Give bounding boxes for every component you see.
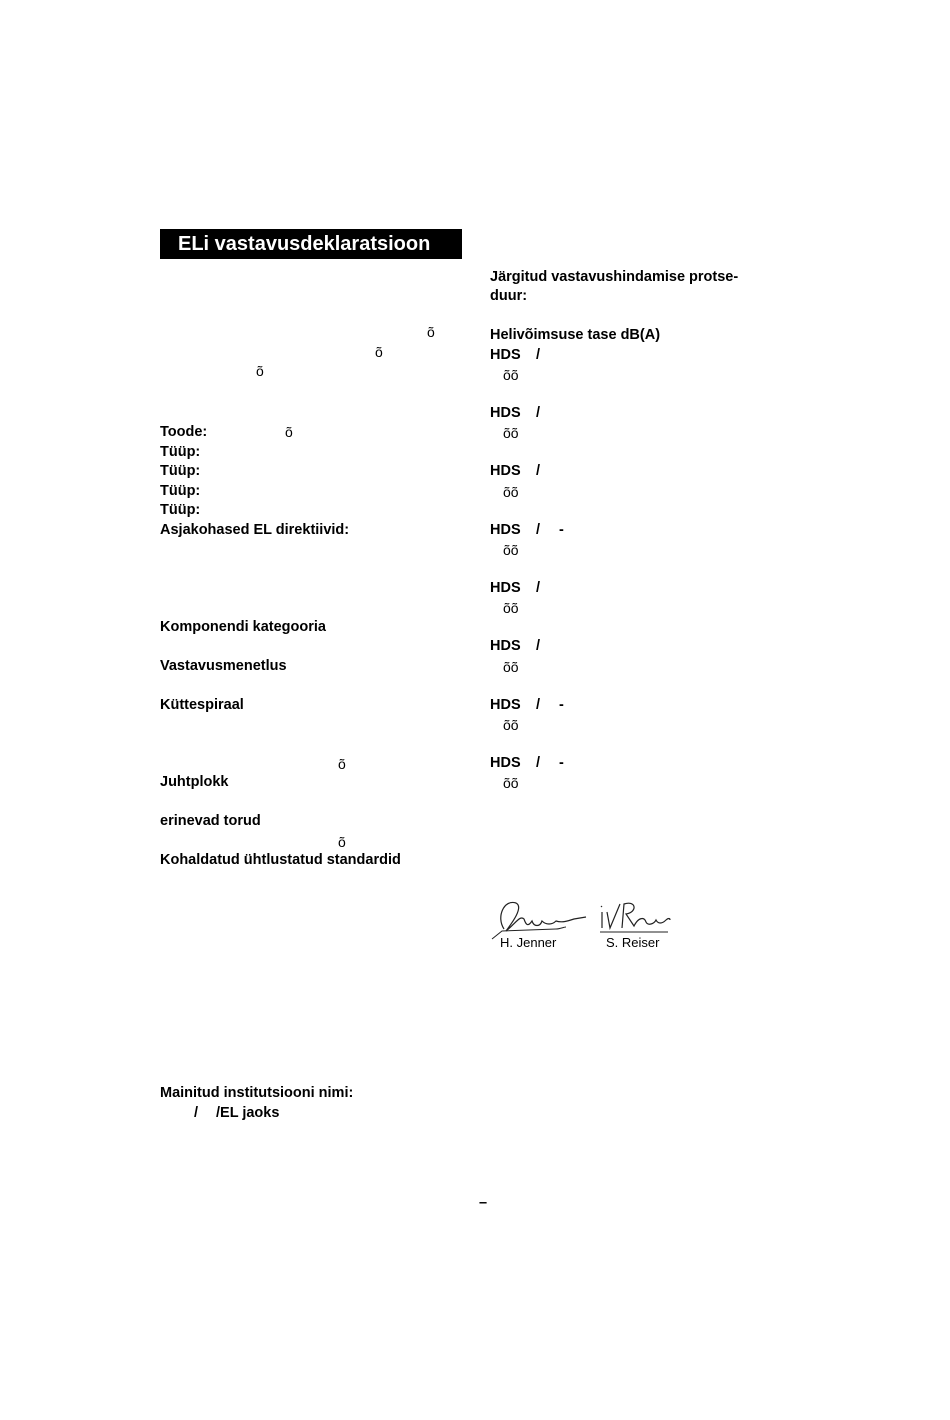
hds-slash: /	[536, 347, 541, 363]
signatory-name: H. Jenner	[500, 935, 557, 950]
hds-slash: /	[536, 463, 541, 479]
hds-values: õõ	[503, 775, 519, 791]
page-title: ELi vastavusdeklaratsioon	[160, 229, 462, 259]
tilde-glyph: õ	[427, 324, 435, 340]
conformity-procedure-label: Vastavusmenetlus	[160, 658, 287, 674]
signatory-name: S. Reiser	[606, 935, 660, 950]
tilde-glyph: õ	[375, 344, 383, 360]
institution-label: Mainitud institutsiooni nimi:	[160, 1085, 354, 1101]
procedure-heading: Järgitud vastavushindamise protse-	[490, 269, 739, 285]
pipes-label: erinevad torud	[160, 813, 261, 829]
signature-reiser	[598, 900, 672, 940]
component-category-label: Komponendi kategooria	[160, 619, 326, 635]
tilde-glyph: õ	[338, 756, 346, 772]
type-label: Tüüp:	[160, 483, 201, 499]
hds-dash: -	[559, 697, 564, 713]
hds-values: õõ	[503, 659, 519, 675]
hds-model: HDS	[490, 347, 521, 363]
control-block-label: Juhtplokk	[160, 774, 229, 790]
hds-slash: /	[536, 580, 541, 596]
hds-dash: -	[559, 522, 564, 538]
hds-model: HDS	[490, 580, 521, 596]
hds-dash: -	[559, 755, 564, 771]
type-label: Tüüp:	[160, 444, 201, 460]
hds-slash: /	[536, 522, 541, 538]
eu-slash: /	[194, 1105, 199, 1121]
eu-jaoks-label: /EL jaoks	[216, 1105, 280, 1121]
hds-values: õõ	[503, 484, 519, 500]
hds-slash: /	[536, 405, 541, 421]
type-label: Tüüp:	[160, 463, 201, 479]
hds-slash: /	[536, 697, 541, 713]
hds-model: HDS	[490, 463, 521, 479]
tilde-glyph: õ	[338, 834, 346, 850]
hds-model: HDS	[490, 522, 521, 538]
type-label: Tüüp:	[160, 502, 201, 518]
product-label: Toode:	[160, 424, 208, 440]
hds-slash: /	[536, 755, 541, 771]
page-number: –	[479, 1195, 488, 1211]
directives-label: Asjakohased EL direktiivid:	[160, 522, 350, 538]
hds-model: HDS	[490, 638, 521, 654]
heating-coil-label: Küttespiraal	[160, 697, 244, 713]
tilde-glyph: õ	[285, 424, 293, 440]
hds-model: HDS	[490, 405, 521, 421]
hds-slash: /	[536, 638, 541, 654]
hds-values: õõ	[503, 367, 519, 383]
sound-power-heading: Helivõimsuse tase dB(A)	[490, 327, 661, 343]
hds-values: õõ	[503, 542, 519, 558]
standards-label: Kohaldatud ühtlustatud standardid	[160, 852, 401, 868]
hds-values: õõ	[503, 425, 519, 441]
tilde-glyph: õ	[256, 363, 264, 379]
procedure-heading-cont: duur:	[490, 288, 528, 304]
hds-values: õõ	[503, 717, 519, 733]
hds-model: HDS	[490, 755, 521, 771]
hds-model: HDS	[490, 697, 521, 713]
hds-values: õõ	[503, 600, 519, 616]
